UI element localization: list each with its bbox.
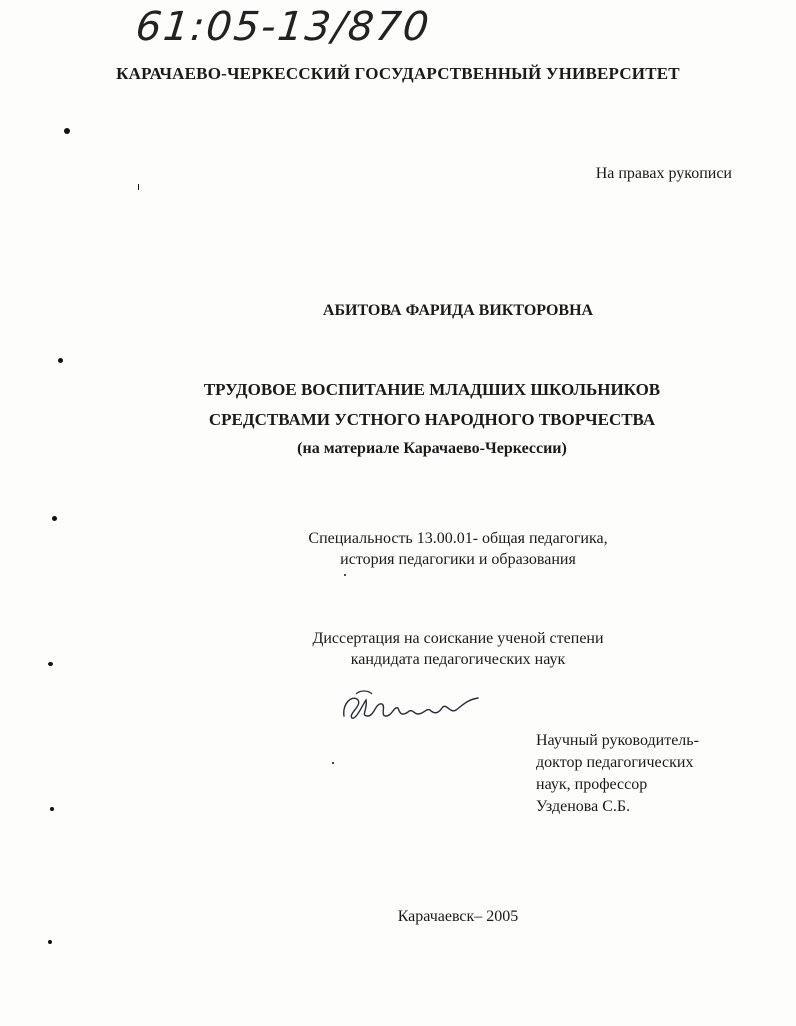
thesis-title-line-2: СРЕДСТВАМИ УСТНОГО НАРОДНОГО ТВОРЧЕСТВА: [208, 410, 656, 429]
rights-note: На правах рукописи: [595, 165, 732, 182]
scan-speck: [58, 358, 63, 363]
scan-speck: [48, 940, 52, 944]
dissertation-degree-line-1: Диссертация на соискание ученой степени: [312, 630, 604, 647]
specialty-line-2: история педагогики и образования: [340, 551, 576, 568]
scan-speck: [344, 574, 346, 576]
advisor-line-2: доктор педагогических: [536, 754, 694, 771]
thesis-title-line-1: ТРУДОВОЕ ВОСПИТАНИЕ МЛАДШИХ ШКОЛЬНИКОВ: [203, 380, 661, 399]
advisor-line-3: наук, профессор: [536, 776, 648, 793]
scan-speck: [48, 662, 53, 666]
advisor-line-1: Научный руководитель-: [536, 732, 699, 749]
author-name: АБИТОВА ФАРИДА ВИКТОРОВНА: [322, 302, 594, 319]
handwritten-archive-number: 61:05-13/870: [133, 4, 433, 50]
university-name: КАРАЧАЕВО-ЧЕРКЕССКИЙ ГОСУДАРСТВЕННЫЙ УНИВЕРСИТЕТ: [116, 64, 680, 83]
thesis-subtitle: (на материале Карачаево-Черкессии): [297, 440, 567, 457]
signature-scribble-icon: [338, 686, 488, 726]
specialty-line-1: Специальность 13.00.01- общая педагогика,: [308, 530, 608, 547]
scan-speck: [332, 762, 334, 764]
scientific-advisor-block: [536, 730, 699, 818]
author-signature: [338, 686, 488, 731]
scan-speck: [52, 516, 57, 521]
dissertation-degree-line-2: кандидата педагогических наук: [350, 651, 566, 668]
city-year: Карачаевск– 2005: [397, 908, 519, 925]
advisor-line-4: Узденова С.Б.: [536, 798, 631, 815]
scan-speck: [64, 128, 70, 134]
scan-speck: [50, 807, 54, 811]
scan-speck: [138, 184, 139, 190]
